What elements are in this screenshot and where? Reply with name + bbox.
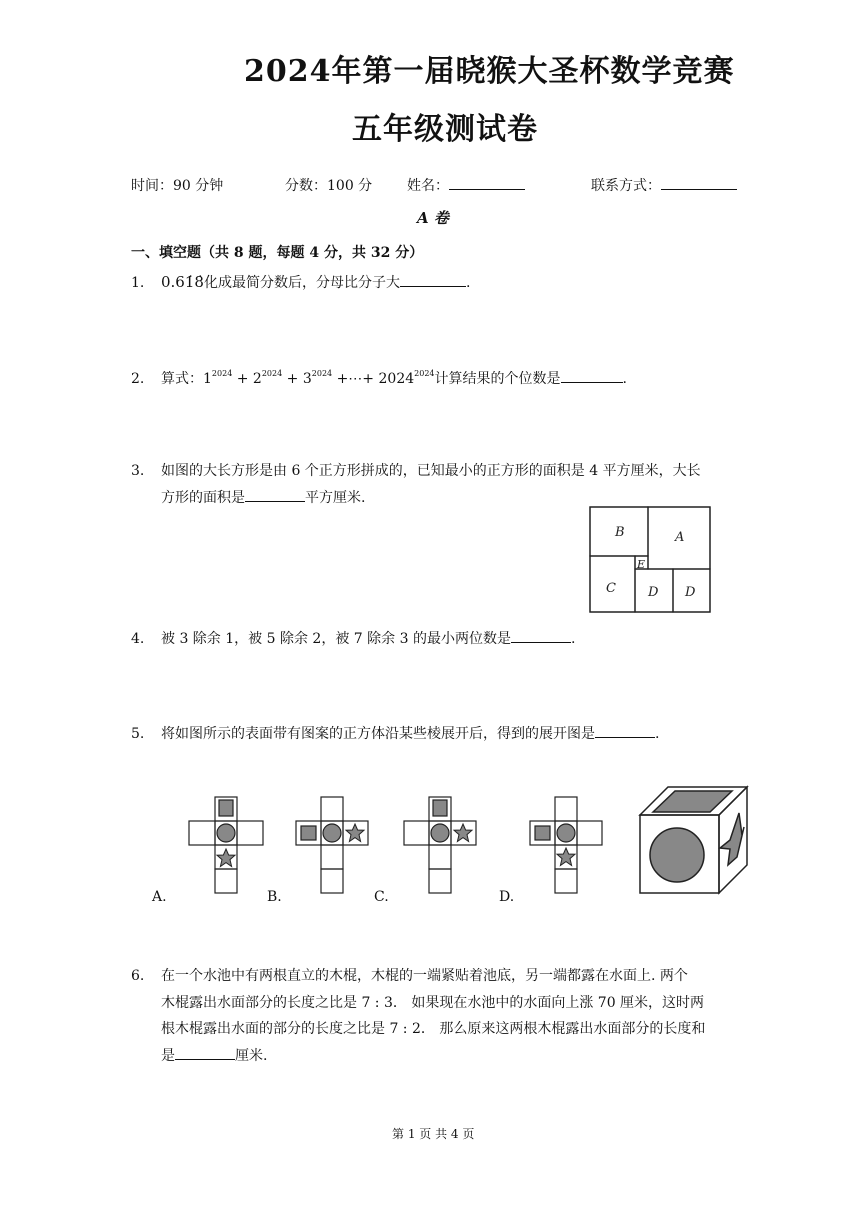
q2-number: 2. bbox=[131, 371, 145, 387]
net-option-c[interactable] bbox=[404, 797, 476, 893]
q6-number: 6. bbox=[131, 968, 145, 984]
q2-lead: 算式： bbox=[161, 371, 203, 387]
label-c: C bbox=[606, 581, 616, 596]
q5-text: 将如图所示的表面带有图案的正方体沿某些棱展开后，得到的展开图是 bbox=[161, 726, 595, 742]
net-option-a[interactable] bbox=[189, 797, 263, 893]
label-d-1: D bbox=[648, 585, 659, 600]
q1-end: . bbox=[465, 275, 471, 291]
question-3 bbox=[131, 458, 701, 512]
patterned-cube bbox=[640, 787, 747, 893]
q2-exp-1: 2024 bbox=[211, 369, 233, 378]
q1-number: 1. bbox=[131, 275, 145, 291]
label-d-2: D bbox=[685, 585, 696, 600]
name-field bbox=[407, 175, 525, 195]
q4-end: . bbox=[570, 631, 576, 647]
q6-text-1: 在一个水池中有两根直立的木棍，木棍的一端紧贴着池底，另一端都露在水面上. 两个 bbox=[161, 968, 688, 984]
q6-line-2: 木棍露出水面部分的长度之比是 7 : 3． 如果现在水池中的水面向上涨 70 厘米，这时两 bbox=[161, 994, 705, 1011]
q5-number: 5. bbox=[131, 726, 145, 742]
net-option-d[interactable] bbox=[530, 797, 602, 893]
q2-term-2: 2 bbox=[252, 371, 262, 387]
q3-squares-figure bbox=[588, 505, 713, 615]
q6-text-4a: 是 bbox=[161, 1047, 175, 1064]
q2-ellipsis: +⋯+ bbox=[336, 371, 375, 387]
name-label: 姓名： bbox=[407, 178, 449, 194]
q5-blank bbox=[595, 723, 655, 738]
q6-blank bbox=[175, 1045, 235, 1060]
q4-number: 4. bbox=[131, 631, 145, 647]
question-4 bbox=[131, 628, 575, 648]
q6-text-4b: 厘米. bbox=[235, 1047, 268, 1064]
q2-end: . bbox=[622, 371, 627, 387]
q3-line-1 bbox=[131, 458, 701, 485]
contact-label: 联系方式： bbox=[591, 178, 661, 194]
option-b-label[interactable]: B. bbox=[267, 889, 282, 905]
q2-exp-2: 2024 bbox=[261, 369, 283, 378]
option-c-label[interactable]: C. bbox=[374, 889, 389, 905]
q1-expression: 0.61̇8̇ bbox=[161, 273, 204, 291]
q1-text: 化成最简分数后，分母比分子大 bbox=[203, 275, 400, 291]
contact-field bbox=[591, 175, 737, 195]
q2-term-1: 1 bbox=[203, 371, 212, 387]
name-blank bbox=[449, 175, 525, 190]
q4-blank bbox=[511, 628, 571, 643]
q2-exp-3: 2024 bbox=[311, 369, 333, 378]
question-1 bbox=[131, 272, 470, 292]
label-b: B bbox=[615, 525, 625, 540]
part1-heading: 一、填空题（共 8 题，每题 4 分，共 32 分） bbox=[131, 245, 424, 261]
q3-text-2a: 方形的面积是 bbox=[161, 490, 245, 506]
q2-blank bbox=[561, 368, 623, 383]
q2-term-3: 3 bbox=[302, 371, 312, 387]
q2-plus-2: + bbox=[286, 371, 299, 387]
section-a-title: A 卷 bbox=[417, 209, 449, 227]
question-6 bbox=[131, 963, 705, 1069]
option-a-label[interactable]: A. bbox=[152, 889, 167, 905]
time-info: 时间：90 分钟 bbox=[131, 178, 224, 194]
q6-line-3: 根木棍露出水面的部分的长度之比是 7 : 2． 那么原来这两根木棍露出水面部分的长度和 bbox=[161, 1021, 706, 1037]
contact-blank bbox=[661, 175, 737, 190]
question-5 bbox=[131, 723, 659, 743]
label-e: E bbox=[637, 558, 646, 571]
option-d-label[interactable]: D. bbox=[499, 889, 515, 905]
label-a: A bbox=[675, 530, 685, 545]
q1-blank bbox=[400, 272, 466, 287]
q2-term-4: 2024 bbox=[378, 371, 415, 387]
q3-blank bbox=[245, 487, 305, 502]
q3-text-1: 如图的大长方形是由 6 个正方形拼成的，已知最小的正方形的面积是 4 平方厘米，大长 bbox=[161, 463, 701, 479]
net-option-b[interactable] bbox=[296, 797, 368, 893]
q3-number: 3. bbox=[131, 463, 145, 479]
q2-plus-1: + bbox=[236, 371, 249, 387]
score-info: 分数：100 分 bbox=[285, 178, 373, 194]
q6-line-4 bbox=[131, 1043, 705, 1070]
paper-subtitle: 五年级测试卷 bbox=[352, 112, 538, 147]
page-footer: 第 1 页 共 4 页 bbox=[392, 1127, 475, 1141]
paper-title: 2024年第一届晓猴大圣杯数学竞赛 bbox=[244, 54, 735, 89]
q3-text-2b: 平方厘米. bbox=[305, 490, 366, 506]
q2-exp-4: 2024 bbox=[414, 369, 435, 378]
q2-text: 计算结果的个位数是 bbox=[434, 371, 561, 387]
q5-nets-figure bbox=[130, 785, 750, 915]
q5-end: . bbox=[655, 726, 660, 742]
q4-text: 被 3 除余 1，被 5 除余 2，被 7 除余 3 的最小两位数是 bbox=[161, 631, 511, 647]
q6-line-1 bbox=[131, 963, 705, 990]
question-2 bbox=[131, 368, 627, 388]
